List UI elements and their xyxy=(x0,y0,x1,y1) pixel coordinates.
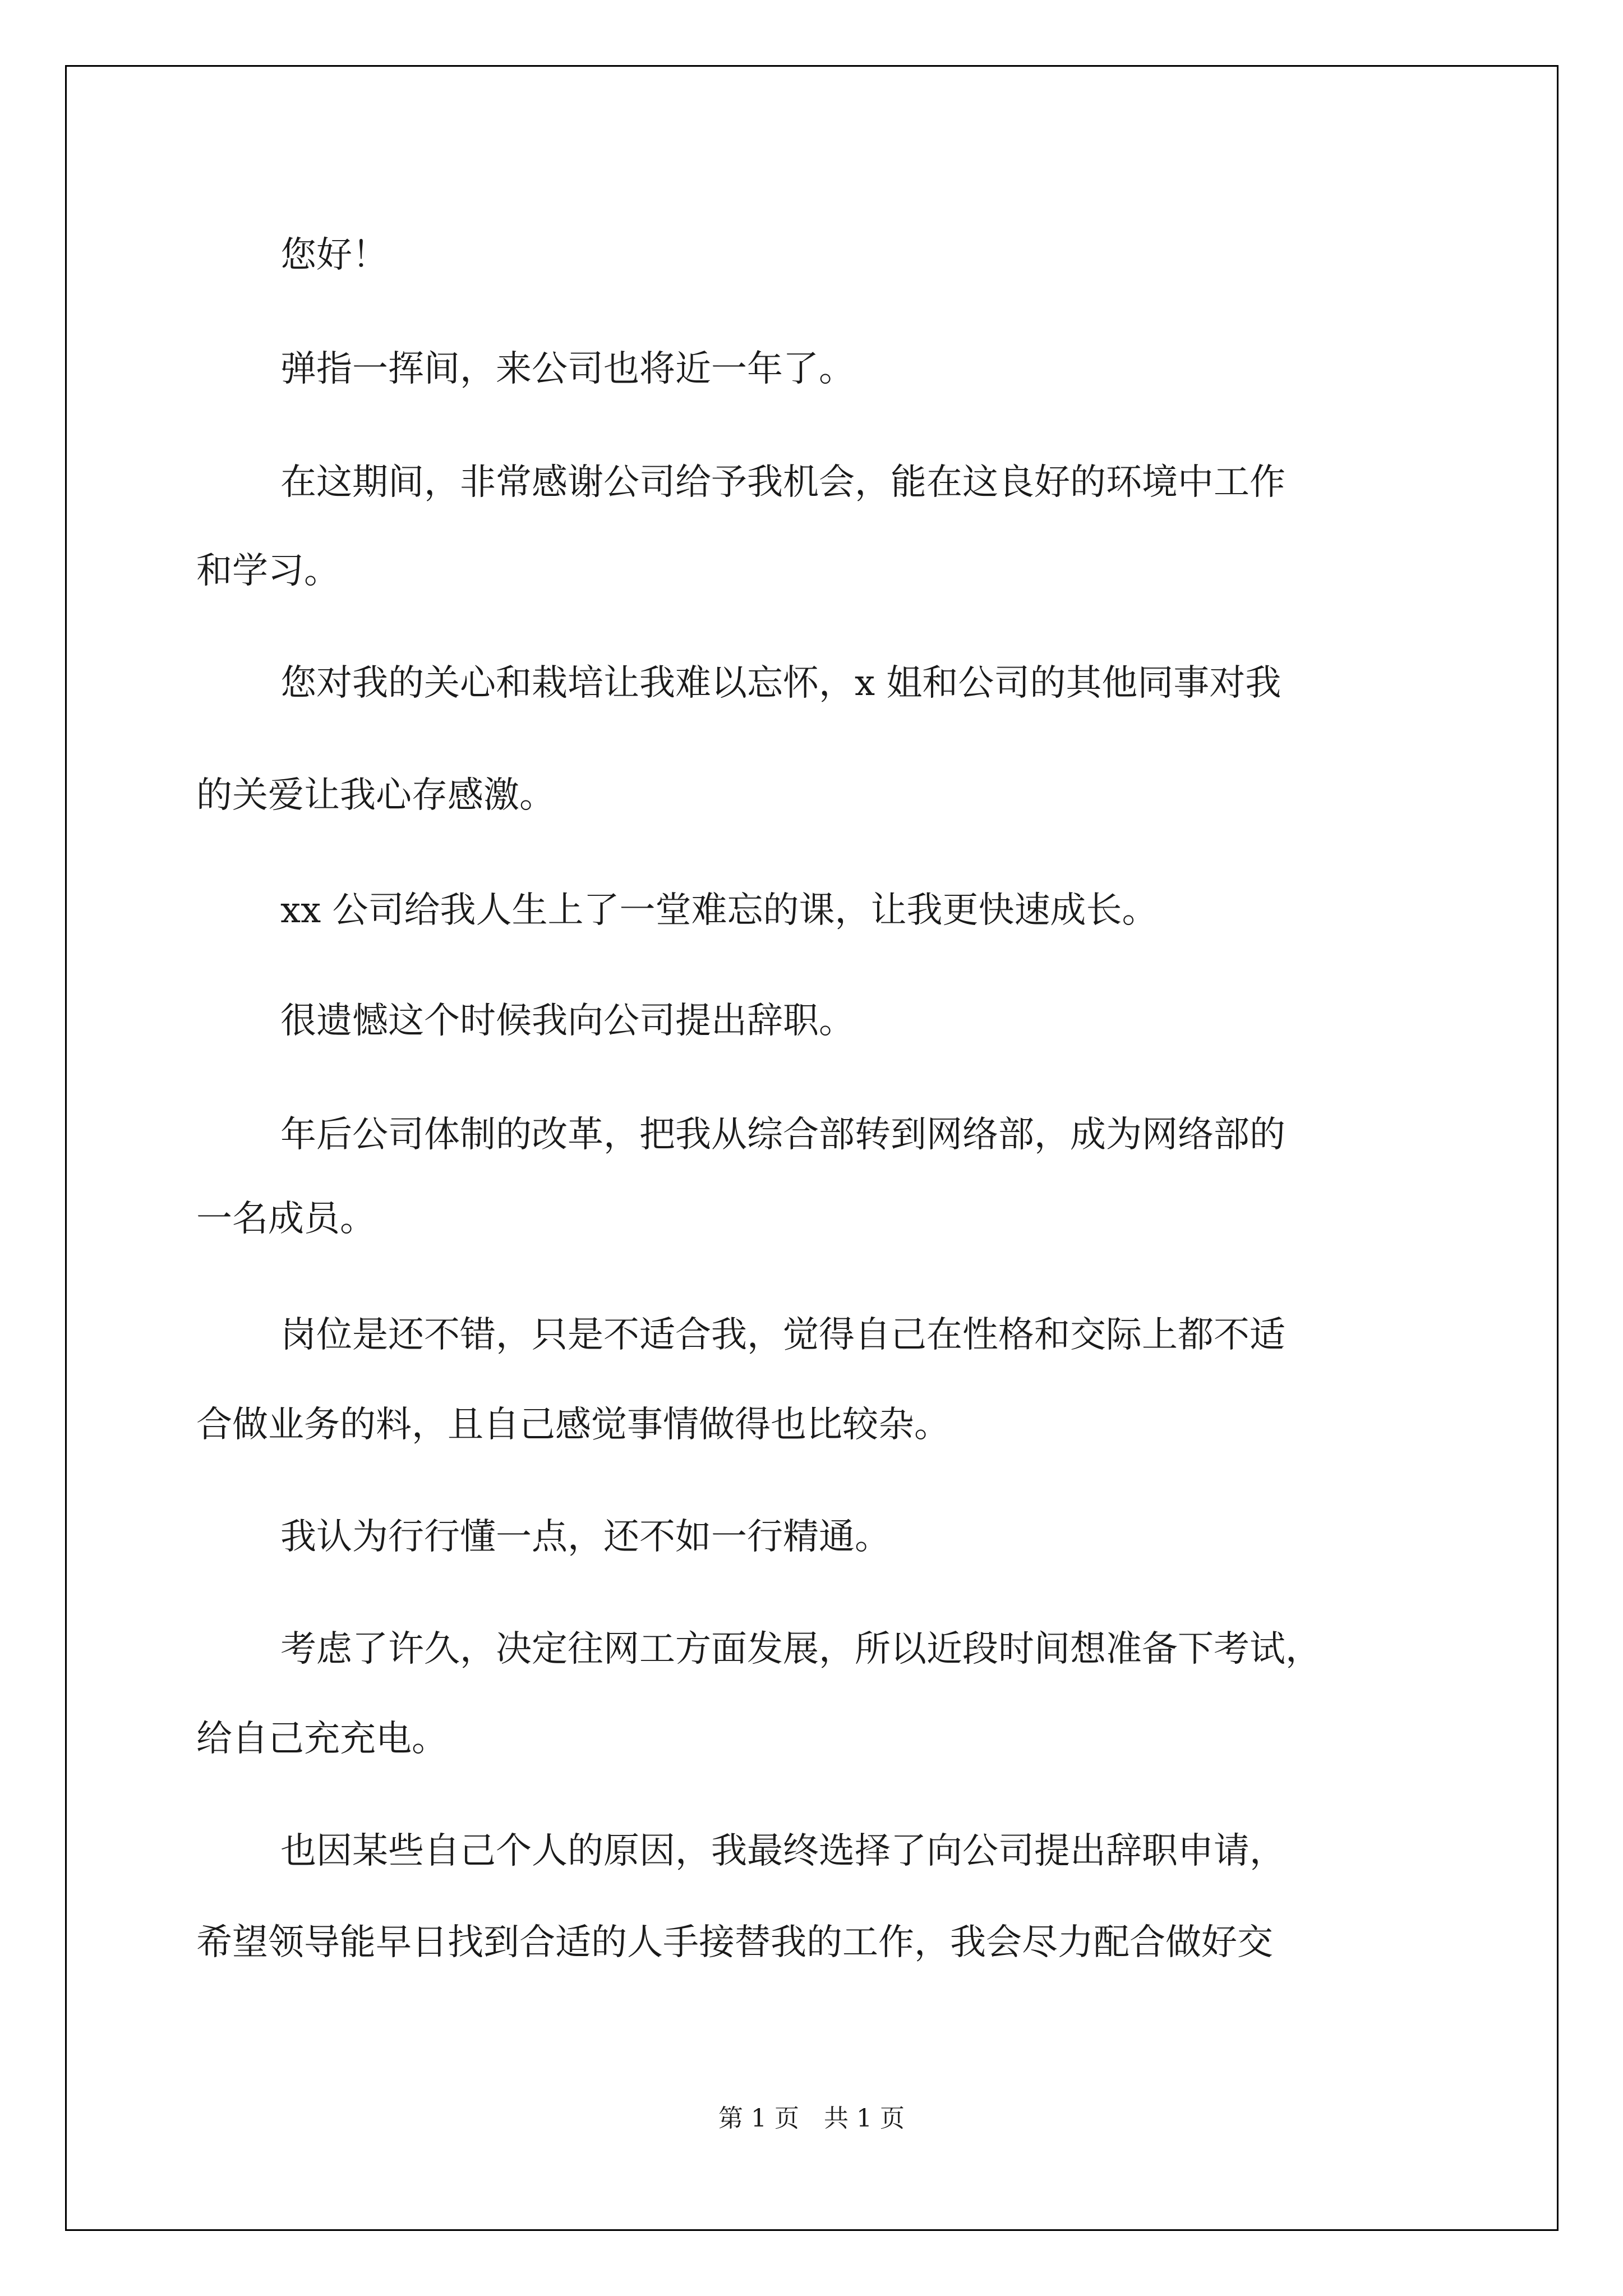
paragraph-line: 在这期间，非常感谢公司给予我机会，能在这良好的环境中工作 xyxy=(280,462,1285,503)
paragraph-line: 和学习。 xyxy=(196,550,340,592)
paragraph-line: 弹指一挥间，来公司也将近一年了。 xyxy=(280,348,855,390)
paragraph-line: 希望领导能早日找到合适的人手接替我的工作，我会尽力配合做好交 xyxy=(196,1922,1273,1963)
paragraph-line: 岗位是还不错，只是不适合我，觉得自己在性格和交际上都不适 xyxy=(280,1314,1285,1356)
greeting-line: 您好！ xyxy=(280,234,388,276)
paragraph-line: 年后公司体制的改革，把我从综合部转到网络部，成为网络部的 xyxy=(280,1114,1285,1156)
paragraph-line: 我认为行行懂一点，还不如一行精通。 xyxy=(280,1516,891,1558)
paragraph-line: 考虑了许久，决定往网工方面发展，所以近段时间想准备下考试， xyxy=(280,1628,1321,1670)
paragraph-line: 也因某些自己个人的原因，我最终选择了向公司提出辞职申请， xyxy=(280,1830,1285,1872)
paragraph-line: 很遗憾这个时候我向公司提出辞职。 xyxy=(280,1000,855,1042)
paragraph-line: 您对我的关心和栽培让我难以忘怀，x 姐和公司的其他同事对我 xyxy=(280,662,1281,704)
paragraph-line: 合做业务的料，且自己感觉事情做得也比较杂。 xyxy=(196,1404,950,1446)
paragraph-line: xx 公司给我人生上了一堂难忘的课，让我更快速成长。 xyxy=(280,890,1158,931)
paragraph-line: 一名成员。 xyxy=(196,1198,376,1240)
paragraph-line: 给自己充充电。 xyxy=(196,1718,448,1760)
paragraph-line: 的关爱让我心存感激。 xyxy=(196,775,555,816)
page-number-footer: 第 1 页 共 1 页 xyxy=(718,2104,905,2133)
